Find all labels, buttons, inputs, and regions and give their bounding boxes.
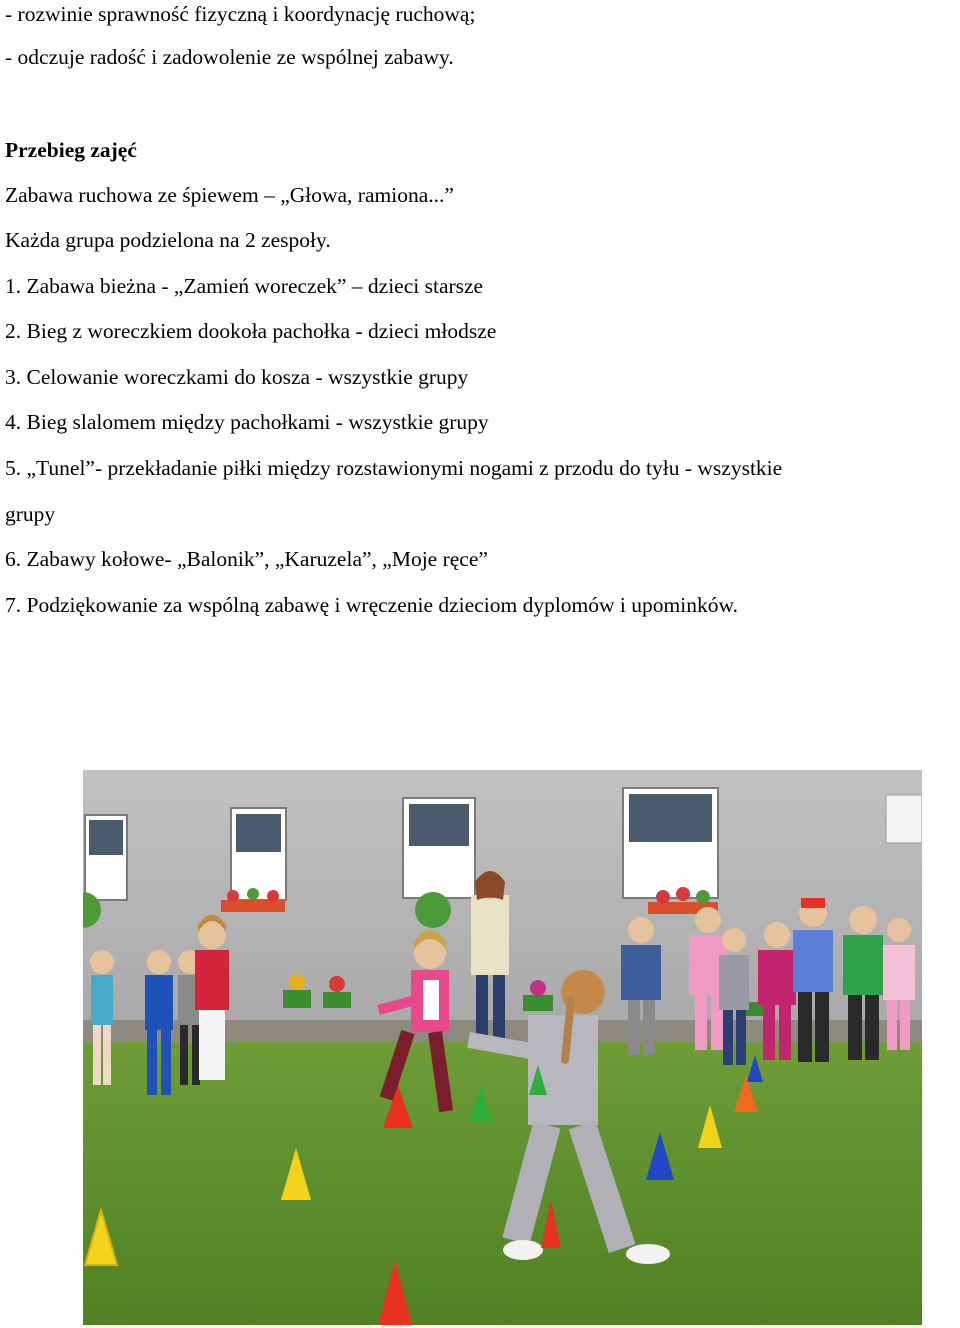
list-item-3: 3. Celowanie woreczkami do kosza - wszystkie grupy [5, 365, 469, 389]
children-playground-photo [83, 770, 922, 1325]
intro-line-1: - rozwinie sprawność fizyczną i koordynację ruchową; [5, 2, 476, 26]
paragraph-intro-game: Zabawa ruchowa ze śpiewem – „Głowa, ramiona...” [5, 183, 454, 207]
section-heading: Przebieg zajęć [5, 138, 137, 162]
list-item-6: 6. Zabawy kołowe- „Balonik”, „Karuzela”, „Moje ręce” [5, 547, 488, 571]
list-item-2: 2. Bieg z woreczkiem dookoła pachołka - dzieci młodsze [5, 319, 497, 343]
intro-line-2: - odczuje radość i zadowolenie ze wspólnej zabawy. [5, 45, 454, 69]
list-item-7: 7. Podziękowanie za wspólną zabawę i wręczenie dzieciom dyplomów i upominków. [5, 593, 738, 617]
lawn [83, 1042, 922, 1325]
wall-sign [886, 795, 922, 843]
list-item-5: 5. „Tunel”- przekładanie piłki między rozstawionymi nogami z przodu do tyłu - wszystkie [5, 456, 783, 480]
list-item-1: 1. Zabawa bieżna - „Zamień woreczek” – dzieci starsze [5, 274, 484, 298]
photo-illustration [83, 770, 922, 1325]
paragraph-groups: Każda grupa podzielona na 2 zespoły. [5, 228, 331, 252]
list-item-5-continued: grupy [5, 502, 56, 526]
list-item-4: 4. Bieg slalomem między pachołkami - wszystkie grupy [5, 410, 489, 434]
